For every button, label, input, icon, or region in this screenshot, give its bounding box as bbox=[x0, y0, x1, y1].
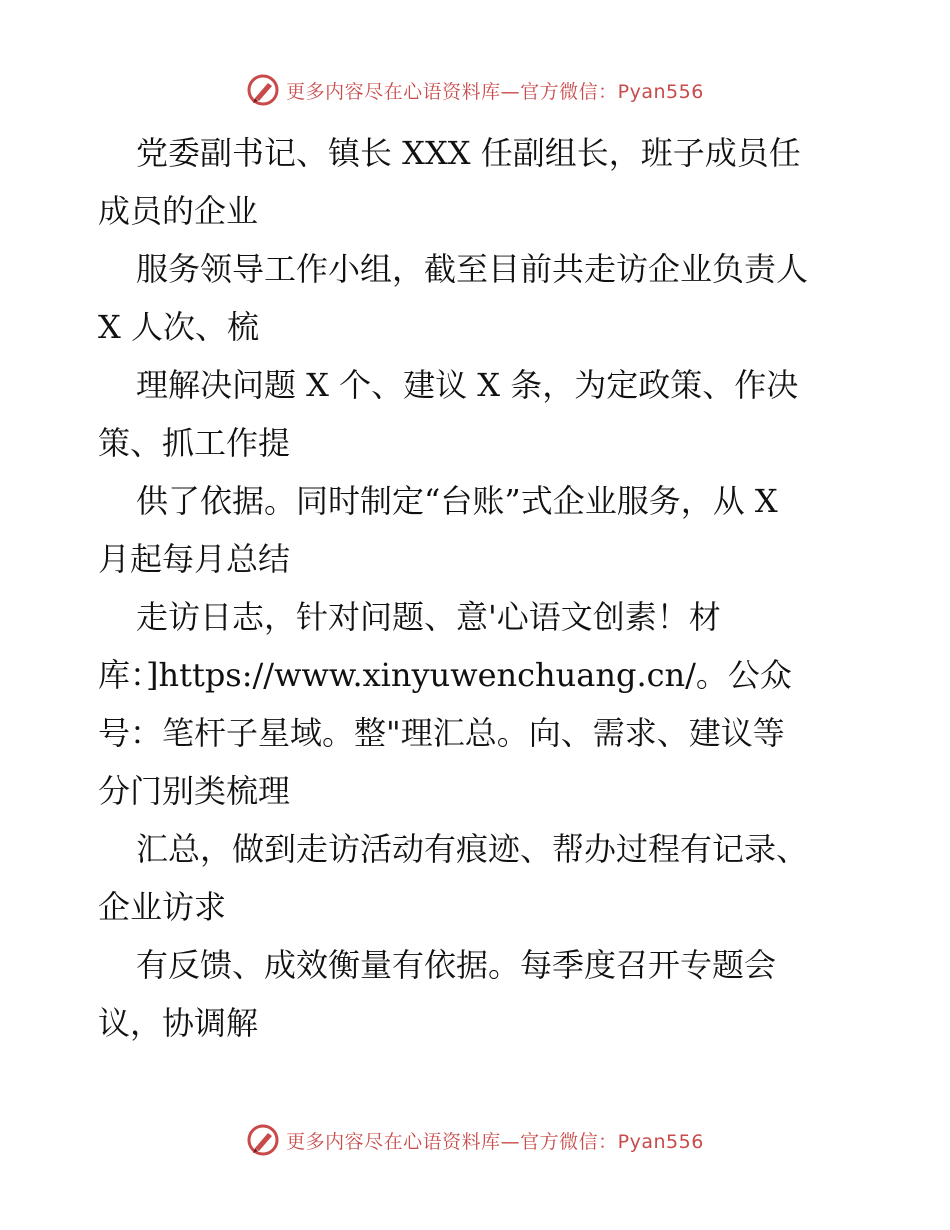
text-line: 党委副书记、镇长 XXX 任副组长，班子成员任 bbox=[136, 134, 801, 172]
text-line: 服务领导工作小组，截至目前共走访企业负责人 bbox=[136, 250, 809, 288]
text-line: 理解决问题 X 个、建议 X 条，为定政策、作决 bbox=[136, 366, 799, 404]
text-line: 成员的企业 bbox=[98, 192, 259, 230]
text-line: 走访日志，针对问题、意'心语文创素！材 bbox=[136, 598, 721, 636]
text-line: 策、抓工作提 bbox=[98, 424, 291, 462]
pen-logo-icon bbox=[246, 1123, 280, 1157]
text-line: 企业访求 bbox=[98, 888, 227, 926]
pen-logo-icon bbox=[246, 73, 280, 107]
text-line: 供了依据。同时制定“台账”式企业服务，从 X bbox=[136, 482, 778, 520]
header-watermark bbox=[0, 72, 950, 108]
watermark-text: 更多内容尽在心语资料库—官方微信：Pyan556 bbox=[286, 80, 704, 103]
text-line: 号：笔杆子星域。整"理汇总。向、需求、建议等 bbox=[98, 714, 785, 752]
text-line: 议，协调解 bbox=[98, 1004, 259, 1042]
text-line: X 人次、梳 bbox=[98, 308, 259, 346]
text-line: 分门别类梳理 bbox=[98, 772, 291, 810]
text-line: 有反馈、成效衡量有依据。每季度召开专题会 bbox=[136, 946, 777, 984]
document-body bbox=[98, 124, 858, 1052]
text-line: 汇总，做到走访活动有痕迹、帮办过程有记录、 bbox=[136, 830, 809, 868]
text-line: 月起每月总结 bbox=[98, 540, 291, 578]
text-line: 库：]https://www.xinyuwenchuang.cn/。公众 bbox=[98, 656, 792, 694]
watermark-text: 更多内容尽在心语资料库—官方微信：Pyan556 bbox=[286, 1130, 704, 1153]
footer-watermark bbox=[0, 1122, 950, 1158]
